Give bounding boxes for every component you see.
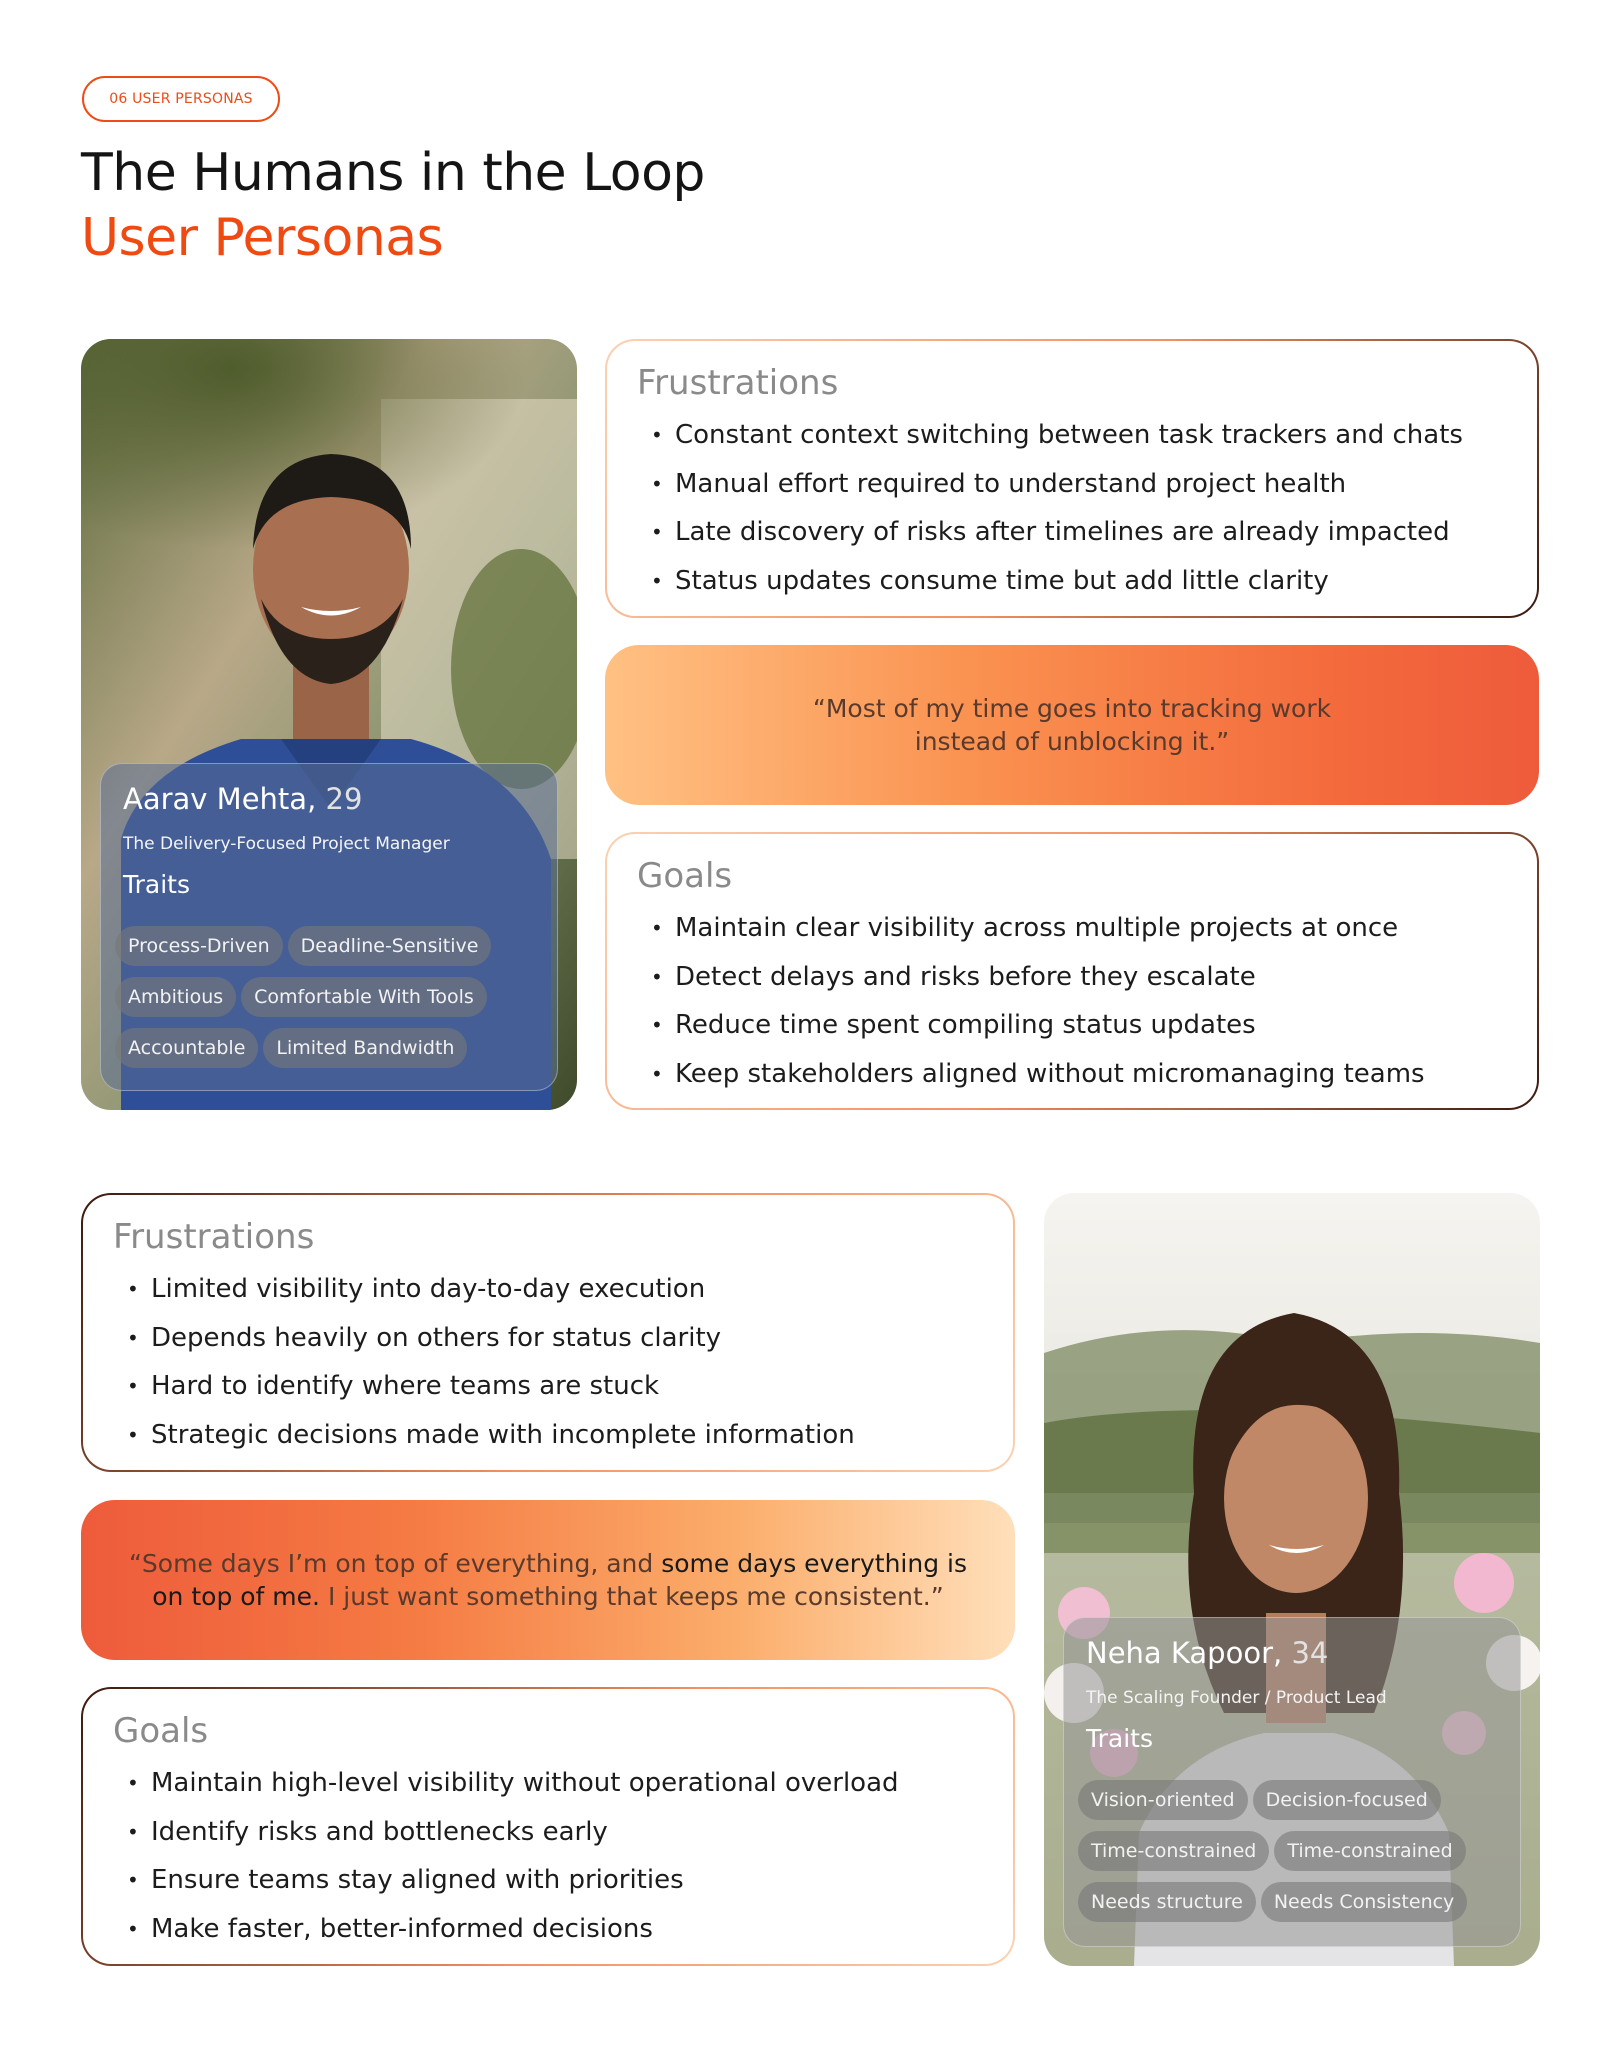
persona2-role: The Scaling Founder / Product Lead (1086, 1688, 1387, 1708)
trait-chip: Deadline-Sensitive (288, 926, 492, 966)
goals-heading: Goals (113, 1711, 209, 1751)
trait-chip: Needs structure (1078, 1882, 1256, 1922)
persona2-name-line (1086, 1636, 1328, 1670)
persona1-role: The Delivery-Focused Project Manager (123, 834, 450, 854)
persona2-info-panel (1063, 1617, 1521, 1947)
quote-line: “Most of my time goes into tracking work (812, 694, 1332, 723)
persona1-info-panel (100, 763, 558, 1091)
page-title: The Humans in the Loop (81, 143, 705, 203)
trait-chip: Comfortable With Tools (241, 977, 487, 1017)
list-item: • Manual effort required to understand project health (651, 460, 1463, 509)
section-tag: 06 USER PERSONAS (82, 76, 280, 122)
persona2-frustrations-card (81, 1193, 1015, 1472)
list-item: • Strategic decisions made with incomplete information (127, 1411, 855, 1460)
persona2-traits-label: Traits (1086, 1724, 1153, 1753)
frustrations-heading: Frustrations (113, 1217, 315, 1257)
trait-chip: Time-constrained (1078, 1831, 1269, 1871)
list-item: • Detect delays and risks before they escalate (651, 953, 1425, 1002)
goals-heading: Goals (637, 856, 733, 896)
persona2-trait-chips (1078, 1780, 1538, 1933)
persona1-goals-card (605, 832, 1539, 1110)
goals-list (127, 1759, 899, 1953)
persona2-goals-card (81, 1687, 1015, 1966)
persona1-traits-label: Traits (123, 870, 190, 899)
quote-text: I just want something that keeps me consistent.” (327, 1582, 944, 1611)
trait-chip: Limited Bandwidth (263, 1028, 467, 1068)
quote-emphasis: some days everything is (661, 1549, 968, 1578)
page-subtitle: User Personas (81, 208, 444, 268)
list-item: • Status updates consume time but add little clarity (651, 557, 1463, 606)
trait-chip: Vision-oriented (1078, 1780, 1248, 1820)
list-item: • Maintain clear visibility across multiple projects at once (651, 904, 1425, 953)
list-item: • Hard to identify where teams are stuck (127, 1362, 855, 1411)
trait-chip: Decision-focused (1253, 1780, 1441, 1820)
list-item: • Late discovery of risks after timelines are already impacted (651, 508, 1463, 557)
list-item: • Constant context switching between task trackers and chats (651, 411, 1463, 460)
persona2-name: Neha Kapoor, (1086, 1636, 1283, 1670)
list-item: • Keep stakeholders aligned without micromanaging teams (651, 1050, 1425, 1099)
quote-line: instead of unblocking it.” (914, 727, 1230, 756)
list-item: • Make faster, better-informed decisions (127, 1905, 899, 1954)
trait-chip: Time-constrained (1274, 1831, 1465, 1871)
quote-emphasis: on top of me. (152, 1582, 320, 1611)
frustrations-list (127, 1265, 855, 1459)
persona1-trait-chips (115, 926, 575, 1079)
list-item: • Maintain high-level visibility without operational overload (127, 1759, 899, 1808)
persona2-quote (81, 1500, 1015, 1660)
quote-text: “Some days I’m on top of everything, and (128, 1549, 654, 1578)
list-item: • Limited visibility into day-to-day execution (127, 1265, 855, 1314)
trait-chip: Process-Driven (115, 926, 283, 966)
trait-chip: Ambitious (115, 977, 236, 1017)
frustrations-list (651, 411, 1463, 605)
trait-chip: Accountable (115, 1028, 258, 1068)
persona1-card (81, 339, 577, 1110)
persona1-frustrations-card (605, 339, 1539, 618)
persona1-quote (605, 645, 1539, 805)
quote-line (129, 1580, 967, 1613)
persona1-name: Aarav Mehta, (123, 782, 317, 816)
list-item: • Ensure teams stay aligned with priorities (127, 1856, 899, 1905)
persona2-age: 34 (1291, 1636, 1329, 1670)
persona2-card (1044, 1193, 1540, 1966)
list-item: • Depends heavily on others for status clarity (127, 1314, 855, 1363)
frustrations-heading: Frustrations (637, 363, 839, 403)
list-item: • Reduce time spent compiling status updates (651, 1001, 1425, 1050)
persona1-name-line (123, 782, 362, 816)
goals-list (651, 904, 1425, 1098)
quote-line (129, 1547, 967, 1580)
persona1-age: 29 (325, 782, 363, 816)
trait-chip: Needs Consistency (1261, 1882, 1467, 1922)
list-item: • Identify risks and bottlenecks early (127, 1808, 899, 1857)
